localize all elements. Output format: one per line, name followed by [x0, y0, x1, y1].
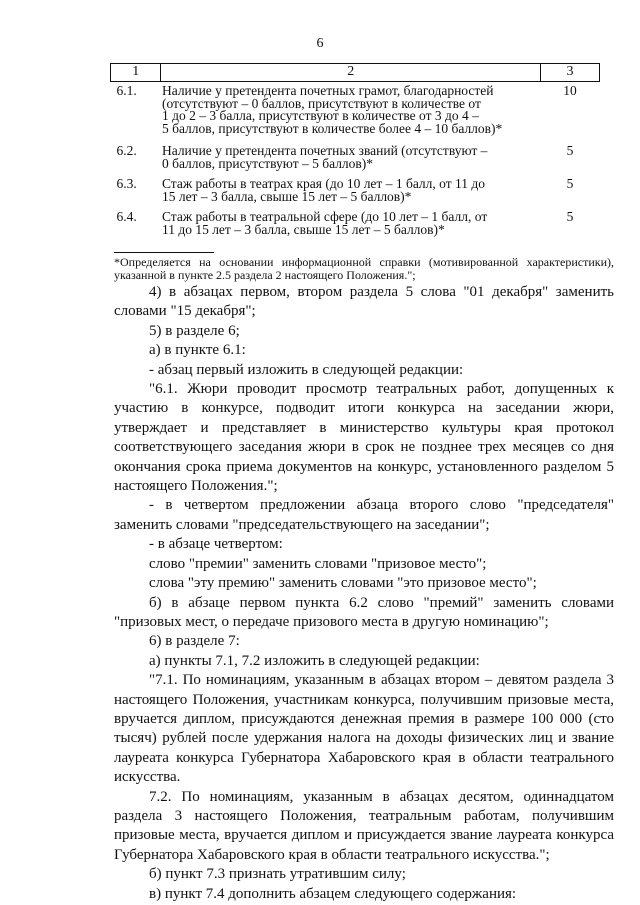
- criterion-line: 1 до 2 – 3 балла, присутствуют в количестве от 3 до 4 –: [161, 108, 479, 123]
- criterion-line: Стаж работы в театрах края (до 10 лет – 1 балл, от 11 до: [161, 176, 485, 191]
- footnote-separator: [114, 252, 214, 253]
- footnote-text: *Определяется на основании информационной справки (мотивированной характеристики), указанной в пункте 2.5 раздела 2 настоящего Положения.";: [114, 255, 614, 282]
- paragraph: б) пункт 7.3 признать утратившим силу;: [149, 866, 406, 883]
- paragraph: - в абзаце четвертом:: [149, 536, 283, 553]
- criterion-line: 5 баллов, присутствуют в количестве более 4 – 10 баллов)*: [161, 120, 503, 136]
- header-col-number: 1: [111, 64, 161, 82]
- page-number: 6: [316, 36, 324, 51]
- paragraph: б) в абзаце первом пункта 6.2 слово "премий" заменить словами "призовых мест, о передаче призового места в другую номинацию";: [114, 594, 614, 630]
- row-score: 5: [566, 143, 574, 158]
- header-col-criterion: 2: [161, 64, 541, 82]
- paragraph: а) пункты 7.1, 7.2 изложить в следующей редакции:: [149, 652, 480, 669]
- criteria-table: [110, 63, 600, 245]
- paragraph: 5) в разделе 6;: [149, 322, 240, 339]
- paragraph: 7.2. По номинациям, указанным в абзацах десятом, одиннадцатом раздела 3 настоящего Положения, театральным работам, получившим призовые места, вручается диплом и присуждается звание лауреата конкурса Губернатора Хабаровского края в области театрального искусства.";: [114, 788, 614, 863]
- criterion-line: (отсутствуют – 0 баллов, присутствуют в количестве от: [161, 95, 481, 111]
- paragraph: "7.1. По номинациям, указанным в абзацах втором – девятом раздела 3 настоящего Положения, участникам конкурса, получившим призовые места, вручается диплом, присуждаются денежная премия в размере 100 000 (сто тысяч) рублей после удержания налога на доходы физических лиц и звание лауреата конкурса Губернатора Хабаровского края в области театрального искусства.: [114, 672, 614, 786]
- header-col-score: 3: [541, 64, 600, 82]
- table-row: [111, 208, 600, 245]
- paragraph: а) в пункте 6.1:: [149, 342, 246, 359]
- criterion-line: 0 баллов, присутствуют – 5 баллов)*: [161, 155, 374, 171]
- row-score: 5: [566, 209, 574, 224]
- row-criterion: [161, 143, 541, 174]
- footnote: [114, 256, 614, 282]
- paragraph: слова "эту премию" заменить словами "это призовое место";: [149, 575, 537, 592]
- row-number: 6.1.: [116, 83, 137, 98]
- paragraph: 6) в разделе 7:: [149, 633, 240, 650]
- table-row: [111, 143, 600, 174]
- paragraph: - абзац первый изложить в следующей редакции:: [149, 361, 464, 378]
- paragraph: - в четвертом предложении абзаца второго слово "председателя" заменить словами "председательствующего на заседании";: [114, 497, 614, 533]
- row-score: 10: [563, 83, 577, 98]
- document-body: [114, 283, 614, 904]
- paragraph: 4) в абзацах первом, втором раздела 5 слова "01 декабря" заменить словами "15 декабря";: [114, 284, 614, 320]
- criterion-line: Наличие у претендента почетных грамот, благодарностей: [161, 83, 494, 98]
- row-criterion: [161, 208, 541, 245]
- row-number: 6.4.: [116, 209, 137, 224]
- paragraph: слово "премии" заменить словами "призовое место";: [149, 555, 487, 572]
- table-row: [111, 174, 600, 208]
- row-score: 5: [566, 176, 574, 191]
- row-number: 6.2.: [116, 143, 137, 158]
- row-number: 6.3.: [116, 176, 137, 191]
- criterion-line: 11 до 15 лет – 3 балла, свыше 15 лет – 5 баллов)*: [161, 221, 445, 237]
- criterion-line: Стаж работы в театральной сфере (до 10 лет – 1 балл, от: [161, 209, 488, 224]
- criterion-line: 15 лет – 3 балла, свыше 15 лет – 5 баллов)*: [161, 188, 412, 204]
- paragraph: "6.1. Жюри проводит просмотр театральных работ, допущенных к участию в конкурсе, подводит итоги конкурса на заседании жюри, утверждает и представляет в министерство культуры края протокол соответствующего заседания жюри в срок не позднее трех месяцев со дня окончания срока приема документов на конкурс, установленного разделом 5 настоящего Положения.";: [114, 381, 614, 495]
- row-criterion: [161, 82, 541, 144]
- paragraph: в) пункт 7.4 дополнить абзацем следующего содержания:: [149, 885, 517, 902]
- row-criterion: [161, 174, 541, 208]
- criterion-line: Наличие у претендента почетных званий (отсутствуют –: [161, 143, 488, 158]
- table-header-row: [111, 64, 600, 82]
- table-row: [111, 82, 600, 144]
